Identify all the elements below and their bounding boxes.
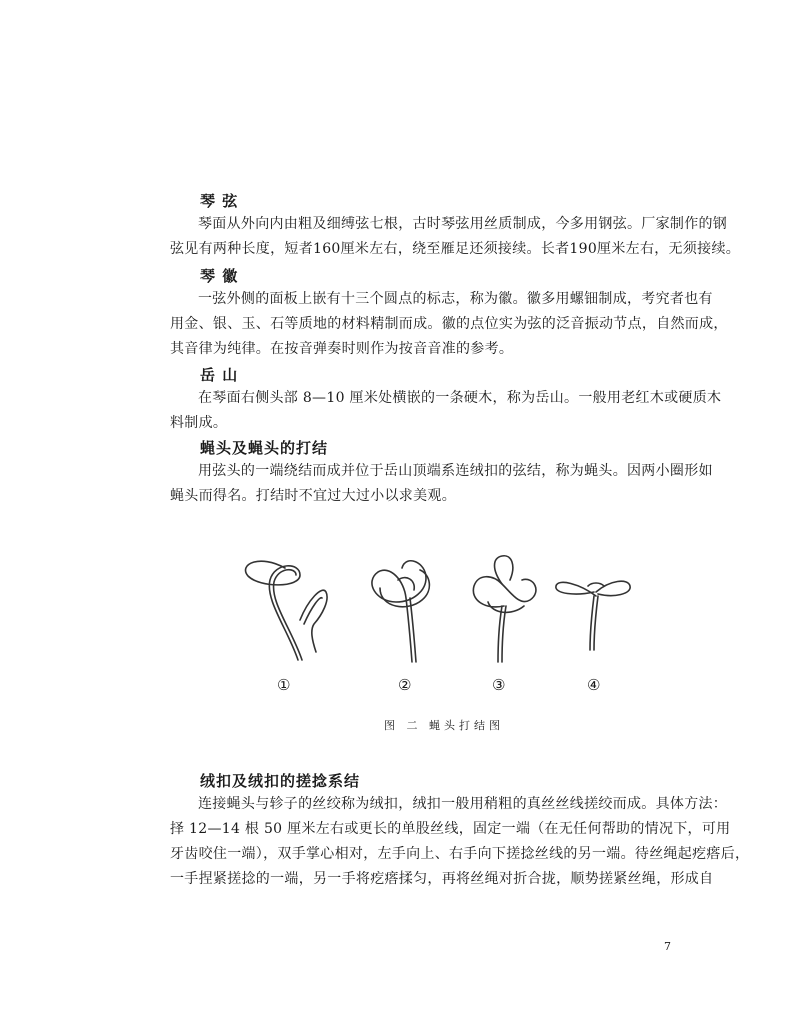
figure-caption: 图 二 蝇头打结图 (384, 719, 504, 732)
text-line: 琴面从外向内由粗及细缚弦七根，古时琴弦用丝质制成，今多用钢弦。厂家制作的钢 (198, 216, 728, 232)
text-line: 用弦头的一端绕结而成并位于岳山顶端系连绒扣的弦结，称为蝇头。因两小圈形如 (198, 463, 713, 479)
figure-step-label: ② (398, 676, 412, 694)
paragraph-qinxian (170, 212, 741, 262)
section-heading-qinxian: 琴 弦 (200, 192, 239, 210)
text-line: 连接蝇头与轸子的丝绞称为绒扣，绒扣一般用稍粗的真丝丝线搓绞而成。具体方法： (198, 796, 728, 812)
knot-step-1-drawing (246, 561, 328, 660)
section-heading-rongkou: 绒扣及绒扣的搓捻系结 (200, 772, 361, 790)
text-line: 用金、银、玉、石等质地的材料精制而成。徽的点位实为弦的泛音振动节点，自然而成， (170, 316, 728, 332)
text-line: 其音律为纯律。在按音弹奏时则作为按音音准的参考。 (170, 341, 514, 357)
text-line: 牙齿咬住一端），双手掌心相对，左手向上、右手向下搓捻丝线的另一端。待丝绳起疙瘩后， (170, 846, 750, 862)
figure-step-label: ① (277, 676, 291, 694)
text-line: 蝇头而得名。打结时不宜过大过小以求美观。 (170, 488, 456, 504)
section-heading-yingtou: 蝇头及蝇头的打结 (200, 439, 329, 457)
page-number: 7 (664, 940, 671, 953)
figure-step-label: ③ (492, 676, 506, 694)
text-line: 料制成。 (170, 415, 228, 431)
knot-step-3-drawing (473, 556, 536, 662)
section-heading-qinhui: 琴 徽 (200, 267, 239, 285)
section-heading-yueshan: 岳 山 (200, 366, 239, 384)
paragraph-qinhui (170, 287, 728, 362)
text-line: 择 12—14 根 50 厘米左右或更长的单股丝线，固定一端（在无任何帮助的情况下，可用 (170, 821, 731, 837)
paragraph-yingtou (170, 459, 713, 509)
figure-step-label: ④ (587, 676, 601, 694)
text-line: 一弦外侧的面板上嵌有十三个圆点的标志，称为徽。徽多用螺钿制成，考究者也有 (198, 291, 713, 307)
text-line: 弦见有两种长度，短者160厘米左右，绕至雁足还须接续。长者190厘米左右，无须接续。 (170, 241, 741, 257)
paragraph-rongkou (170, 792, 750, 892)
paragraph-yueshan (170, 386, 722, 436)
text-line: 一手捏紧搓捻的一端，另一手将疙瘩揉匀，再将丝绳对折合拢，顺势搓紧丝绳，形成自 (170, 871, 714, 887)
knot-step-2-drawing (372, 561, 429, 662)
text-line: 在琴面右侧头部 8—10 厘米处横嵌的一条硬木，称为岳山。一般用老红木或硬质木 (198, 390, 722, 406)
knot-step-4-drawing (556, 581, 630, 650)
